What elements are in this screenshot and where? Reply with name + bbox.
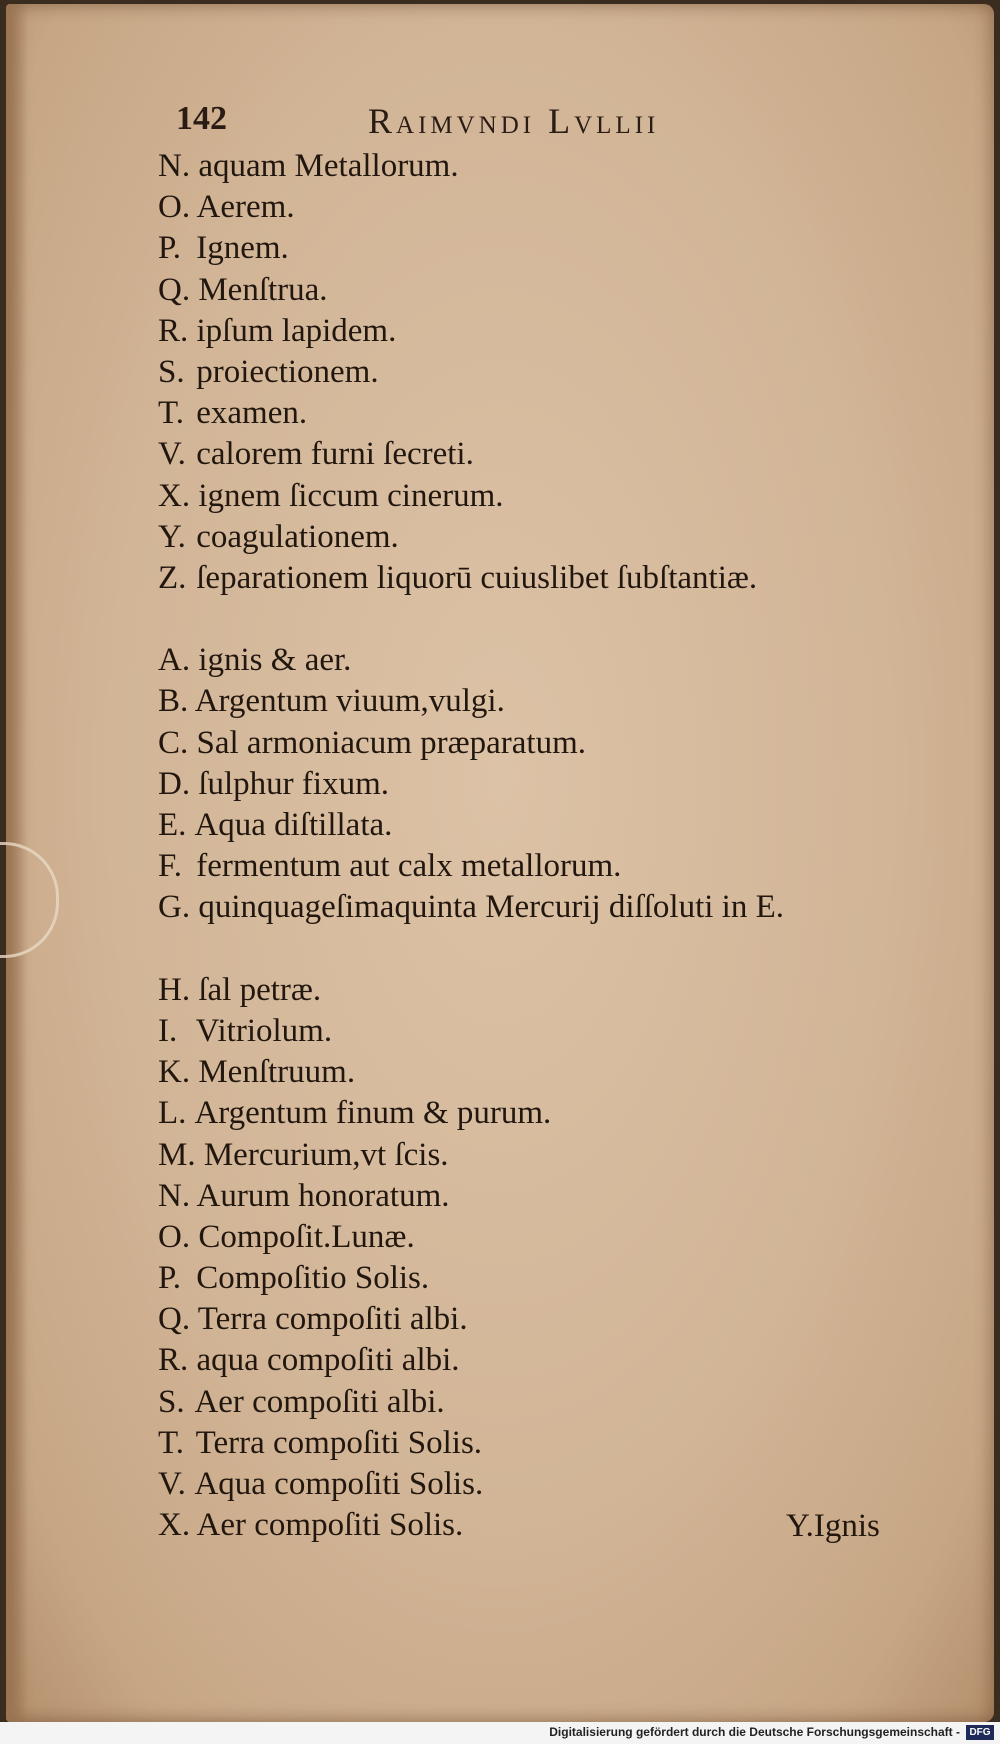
entry-text: Menſtruum. bbox=[198, 1054, 356, 1091]
entry-letter: E. bbox=[158, 807, 187, 844]
entry-text: Aerem. bbox=[196, 189, 295, 226]
entry-letter: T. bbox=[158, 395, 184, 432]
legend-list bbox=[158, 146, 928, 1546]
entry-letter: S. bbox=[158, 1383, 185, 1420]
entry-text: ſal petræ. bbox=[198, 971, 322, 1008]
entry-letter: V. bbox=[158, 436, 186, 473]
entry-letter: H. bbox=[158, 971, 191, 1008]
entry-text: Aer compoſiti albi. bbox=[194, 1383, 445, 1420]
list-item bbox=[158, 887, 928, 969]
list-item bbox=[158, 558, 928, 640]
page-header bbox=[176, 100, 796, 152]
list-item bbox=[158, 640, 928, 681]
entry-letter: B. bbox=[158, 683, 189, 720]
entry-text: Aqua diſtillata. bbox=[194, 807, 393, 844]
list-item bbox=[158, 1464, 928, 1505]
entry-letter: O. bbox=[158, 1218, 191, 1255]
entry-text: ſulphur fixum. bbox=[198, 765, 389, 802]
entry-text: aquam Metallorum. bbox=[198, 148, 459, 184]
list-item bbox=[158, 393, 928, 434]
entry-letter: K. bbox=[158, 1054, 191, 1091]
page-number: 142 bbox=[176, 100, 227, 137]
entry-text: Terra compoſiti albi. bbox=[197, 1301, 468, 1338]
entry-text: fermentum aut calx metallorum. bbox=[196, 848, 622, 885]
list-item bbox=[158, 187, 928, 228]
entry-letter: R. bbox=[158, 312, 189, 349]
entry-letter: F. bbox=[158, 848, 182, 885]
list-item bbox=[158, 476, 928, 517]
dfg-logo: DFG bbox=[966, 1725, 994, 1740]
entry-letter: Y. bbox=[158, 518, 186, 555]
entry-letter: D. bbox=[158, 765, 191, 802]
entry-text: Menſtrua. bbox=[198, 271, 328, 308]
list-item bbox=[158, 1135, 928, 1176]
list-item bbox=[158, 1299, 928, 1340]
entry-text: Terra compoſiti Solis. bbox=[195, 1424, 483, 1461]
entry-letter: P. bbox=[158, 1260, 181, 1297]
list-item bbox=[158, 352, 928, 393]
entry-text: Vitriolum. bbox=[195, 1012, 333, 1049]
entry-letter: Z. bbox=[158, 559, 187, 596]
clasp-ring bbox=[0, 842, 59, 958]
entry-letter: S. bbox=[158, 353, 185, 390]
entry-text: ignem ſiccum cinerum. bbox=[198, 477, 504, 514]
entry-text: examen. bbox=[196, 395, 308, 432]
entry-letter: C. bbox=[158, 724, 189, 761]
list-item bbox=[158, 1217, 928, 1258]
entry-letter: L. bbox=[158, 1095, 187, 1132]
entry-text: Aqua compoſiti Solis. bbox=[194, 1466, 484, 1503]
entry-text: Aer compoſiti Solis. bbox=[196, 1507, 464, 1544]
list-item bbox=[158, 146, 928, 187]
list-item bbox=[158, 681, 928, 722]
list-item bbox=[158, 1382, 928, 1423]
list-item bbox=[158, 1011, 928, 1052]
list-item bbox=[158, 311, 928, 352]
list-item bbox=[158, 805, 928, 846]
entry-letter: X. bbox=[158, 477, 191, 514]
entry-text: coagulationem. bbox=[196, 518, 399, 555]
entry-text: Sal armoniacum præparatum. bbox=[196, 724, 586, 761]
entry-letter: O. bbox=[158, 189, 191, 226]
entry-letter: N. bbox=[158, 148, 191, 184]
entry-text: Compoſit.Lunæ. bbox=[198, 1218, 415, 1255]
funding-credit: Digitalisierung gefördert durch die Deutsche Forschungsgemeinschaft - bbox=[549, 1725, 960, 1739]
list-item bbox=[158, 1340, 928, 1381]
list-item bbox=[158, 970, 928, 1011]
list-item bbox=[158, 517, 928, 558]
entry-letter: I. bbox=[158, 1012, 178, 1049]
entry-letter: Q. bbox=[158, 1301, 191, 1338]
entry-text: Ignem. bbox=[196, 230, 289, 267]
entry-letter: M. bbox=[158, 1136, 196, 1173]
entry-letter: R. bbox=[158, 1342, 189, 1379]
list-item bbox=[158, 723, 928, 764]
list-item bbox=[158, 846, 928, 887]
entry-text: proiectionem. bbox=[196, 353, 379, 390]
entry-letter: V. bbox=[158, 1466, 186, 1503]
entry-text: ipſum lapidem. bbox=[196, 312, 397, 349]
entry-text: ſeparationem liquorū cuiuslibet ſubſtantiæ. bbox=[196, 559, 758, 596]
entry-text: Argentum finum & purum. bbox=[194, 1095, 552, 1132]
entry-letter: N. bbox=[158, 1177, 191, 1214]
entry-text: quinquageſimaquinta Mercurij diſſoluti in E. bbox=[198, 889, 784, 926]
entry-text: Compoſitio Solis. bbox=[196, 1260, 430, 1297]
list-item bbox=[158, 1052, 928, 1093]
entry-letter: T. bbox=[158, 1424, 184, 1461]
book-page bbox=[6, 4, 994, 1722]
digitization-footer bbox=[0, 1722, 1000, 1744]
entry-letter: A. bbox=[158, 642, 191, 679]
entry-letter: Q. bbox=[158, 271, 191, 308]
entry-text: aqua compoſiti albi. bbox=[196, 1342, 460, 1379]
entry-text: Mercurium,vt ſcis. bbox=[203, 1136, 449, 1173]
list-item bbox=[158, 764, 928, 805]
entry-letter: P. bbox=[158, 230, 181, 267]
list-item bbox=[158, 1423, 928, 1464]
entry-text: calorem furni ſecreti. bbox=[196, 436, 474, 473]
list-item bbox=[158, 1258, 928, 1299]
entry-letter: G. bbox=[158, 889, 191, 926]
list-item bbox=[158, 270, 928, 311]
list-item bbox=[158, 1093, 928, 1134]
entry-text: ignis & aer. bbox=[198, 642, 352, 679]
entry-text: Argentum viuum,vulgi. bbox=[194, 683, 505, 720]
entry-letter: X. bbox=[158, 1507, 191, 1544]
running-head: Raimvndi Lvllii bbox=[368, 101, 660, 141]
list-item bbox=[158, 434, 928, 475]
entry-text: Aurum honoratum. bbox=[196, 1177, 450, 1214]
list-item bbox=[158, 1176, 928, 1217]
catchword: Y.Ignis bbox=[786, 1508, 880, 1544]
list-item bbox=[158, 228, 928, 269]
